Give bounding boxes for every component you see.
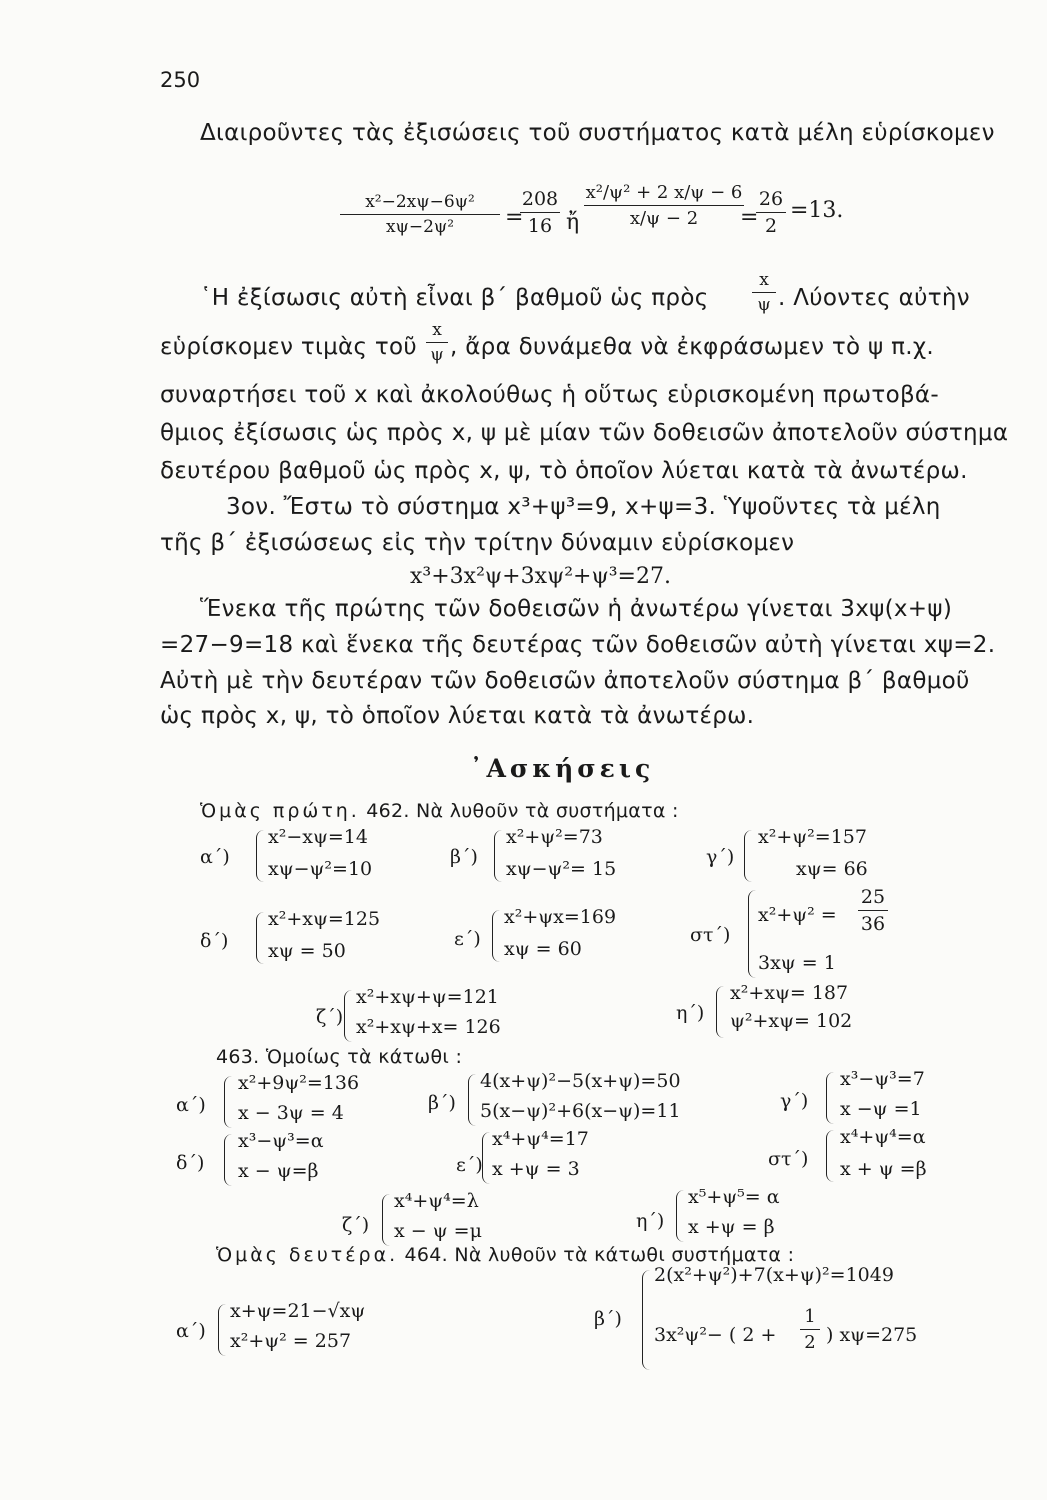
system-line-1: 2(x²+ψ²)+7(x+ψ)²=1049 — [654, 1264, 894, 1286]
brace — [716, 986, 725, 1038]
brace — [826, 1130, 835, 1182]
system-line-2: x − 3ψ = 4 — [238, 1102, 344, 1124]
para1-line2a: εὑρίσκομεν τιμὰς τοῦ — [160, 334, 418, 360]
fraction-bar — [752, 292, 776, 293]
system-line-2: 3xψ = 1 — [758, 952, 836, 974]
system-line-1: x+ψ=21−√xψ — [230, 1300, 366, 1322]
system-line-1: x²+9ψ²=136 — [238, 1072, 360, 1094]
page-number: 250 — [160, 68, 201, 92]
brace — [224, 1134, 233, 1186]
system-label: στ΄) — [690, 924, 731, 946]
system-label: α΄) — [176, 1320, 206, 1342]
system-line-1: x²+ψx=169 — [504, 906, 617, 928]
system-label: γ΄) — [706, 846, 735, 868]
intro-line: Διαιροῦντες τὰς ἐξισώσεις τοῦ συστήματος κατὰ μέλη εὑρίσκομεν — [200, 120, 995, 146]
eq1-mid-numerator: 208 — [521, 188, 559, 210]
eq1-result-numerator: 26 — [758, 188, 784, 210]
system-line-2: xψ−ψ²= 15 — [506, 858, 617, 880]
para1-line2b: , ἄρα δυνάμεθα νὰ ἐκφράσωμεν τὸ ψ π.χ. — [450, 334, 935, 360]
para2-equation: x³+3x²ψ+3xψ²+ψ³=27. — [410, 564, 671, 589]
eq1-equals-2: = — [740, 205, 759, 230]
frac-numerator: x — [759, 270, 769, 290]
para1-line4: θμιος ἐξίσωσις ὡς πρὸς x, ψ μὲ μίαν τῶν δοθεισῶν ἀποτελοῦν σύστημα — [160, 420, 1009, 446]
system-label: η΄) — [636, 1210, 665, 1232]
frac-denominator: 2 — [804, 1332, 816, 1353]
para1-line3: συναρτήσει τοῦ x καὶ ἀκολούθως ἡ οὕτως εὑρισκομένη πρωτοβά- — [160, 382, 939, 408]
group1-title-b: 462. Νὰ λυθοῦν τὰ συστήματα : — [366, 800, 679, 822]
system-line-1: 4(x+ψ)²−5(x+ψ)=50 — [480, 1070, 681, 1092]
frac-numerator: 25 — [860, 886, 886, 908]
system-line-1: x²+xψ=125 — [268, 908, 381, 930]
eq1-lhs-numerator: x²−2xψ−6ψ² — [365, 192, 475, 212]
system-label: α΄) — [200, 846, 230, 868]
system-label: β΄) — [594, 1308, 622, 1330]
fraction-bar — [858, 910, 888, 911]
para3-line2: =27−9=18 καὶ ἕνεκα τῆς δευτέρας τῶν δοθεισῶν αὐτὴ γίνεται xψ=2. — [160, 632, 996, 658]
group2-title-b: 464. Νὰ λυθοῦν τὰ κάτωθι συστήματα : — [404, 1244, 795, 1266]
brace — [482, 1132, 491, 1184]
system-fraction — [800, 1306, 820, 1353]
frac-denominator: 36 — [860, 913, 886, 935]
brace — [468, 1074, 477, 1126]
group2-title — [216, 1244, 794, 1266]
system-line-1: x²+ψ² = — [758, 904, 837, 926]
system-line-1: x³−ψ³=α — [238, 1130, 324, 1152]
frac-denominator: ψ — [430, 345, 444, 365]
brace — [642, 1270, 651, 1370]
eq1-rhs-denominator: x/ψ − 2 — [629, 208, 699, 229]
brace — [218, 1304, 227, 1356]
group2-title-a: Ὁμὰς δευτέρα. — [216, 1244, 399, 1266]
system-label: ε΄) — [456, 1154, 483, 1176]
eq1-equals: = — [505, 205, 524, 230]
eq1-result: =13. — [790, 198, 844, 223]
system-label: α΄) — [176, 1094, 206, 1116]
eq1-lhs-fraction — [340, 192, 500, 237]
system-line-1: x⁵+ψ⁵= α — [688, 1186, 780, 1208]
system-line-3: ) xψ=275 — [826, 1324, 918, 1346]
para3-line3: Αὐτὴ μὲ τὴν δευτέραν τῶν δοθεισῶν ἀποτελοῦν σύστημα β΄ βαθμοῦ — [160, 668, 970, 694]
eq1-lhs-denominator: xψ−2ψ² — [385, 217, 455, 237]
eq1-rhs-numerator: x²/ψ² + 2 x/ψ − 6 — [585, 182, 743, 203]
frac-numerator: x — [432, 320, 442, 340]
system-line-1: x⁴+ψ⁴=17 — [492, 1128, 589, 1150]
system-line-2: x − ψ =μ — [394, 1220, 482, 1242]
section-heading: ᾿Ασκήσεις — [470, 754, 655, 783]
system-line-1: x²−xψ=14 — [268, 826, 368, 848]
system-line-2: x −ψ =1 — [840, 1098, 922, 1120]
system-line-1: x⁴+ψ⁴=λ — [394, 1190, 479, 1212]
group1-title — [200, 800, 679, 822]
para1-line1b: . Λύοντες αὐτὴν — [778, 285, 970, 311]
frac-denominator: ψ — [757, 295, 771, 315]
system-label: γ΄) — [780, 1090, 809, 1112]
brace — [744, 830, 753, 882]
system-label: ζ΄) — [342, 1214, 370, 1236]
system-line-2: xψ= 66 — [796, 858, 868, 880]
system-label: ε΄) — [454, 928, 481, 950]
system-line-2: x +ψ = 3 — [492, 1158, 580, 1180]
brace — [494, 830, 503, 882]
brace — [492, 910, 501, 962]
system-line-1: x³−ψ³=7 — [840, 1068, 925, 1090]
para1-frac-2 — [426, 320, 448, 365]
fraction-bar — [340, 214, 500, 215]
ex463-title: 463. Ὁμοίως τὰ κάτωθι : — [216, 1046, 463, 1068]
para2-line1: 3ον. Ἔστω τὸ σύστημα x³+ψ³=9, x+ψ=3. Ὑψοῦντες τὰ μέλη — [226, 494, 941, 520]
brace — [676, 1190, 685, 1242]
fraction-bar — [426, 342, 448, 343]
para3-line1: Ἕνεκα τῆς πρώτης τῶν δοθεισῶν ἡ ἀνωτέρω γίνεται 3xψ(x+ψ) — [200, 596, 953, 622]
brace — [748, 890, 757, 978]
system-line-2: xψ−ψ²=10 — [268, 858, 373, 880]
system-line-1: x⁴+ψ⁴=α — [840, 1126, 926, 1148]
system-line-2: xψ = 60 — [504, 938, 582, 960]
para3-line4: ὡς πρὸς x, ψ, τὸ ὁποῖον λύεται κατὰ τὰ ἀνωτέρω. — [160, 703, 755, 729]
system-line-1: x²+ψ²=157 — [758, 826, 867, 848]
para1-frac-1 — [752, 270, 776, 315]
brace — [382, 1194, 391, 1246]
brace — [344, 990, 353, 1042]
system-line-2: ψ²+xψ= 102 — [730, 1010, 853, 1032]
fraction-bar — [756, 212, 786, 213]
fraction-bar — [800, 1329, 820, 1330]
system-label: δ΄) — [200, 930, 229, 952]
system-line-2: x + ψ =β — [840, 1158, 927, 1180]
system-label: δ΄) — [176, 1152, 205, 1174]
para1-line1a: ῾Η ἐξίσωσις αὐτὴ εἶναι β΄ βαθμοῦ ὡς πρὸς — [200, 285, 709, 311]
fraction-bar — [520, 212, 560, 213]
para2-line2: τῆς β΄ ἐξισώσεως εἰς τὴν τρίτην δύναμιν εὑρίσκομεν — [160, 530, 795, 556]
system-line-2: 3x²ψ²− ( 2 + — [654, 1324, 777, 1346]
system-label: στ΄) — [768, 1148, 809, 1170]
eq1-result-denominator: 2 — [764, 215, 778, 237]
eq1-mid-denominator: 16 — [527, 215, 553, 237]
system-label: β΄) — [450, 846, 478, 868]
system-line-2: x − ψ=β — [238, 1160, 319, 1182]
frac-numerator: 1 — [804, 1306, 816, 1327]
system-line-2: 5(x−ψ)²+6(x−ψ)=11 — [480, 1100, 681, 1122]
system-line-1: x²+xψ+ψ=121 — [356, 986, 499, 1008]
system-label: η΄) — [676, 1002, 705, 1024]
system-line-2: x²+ψ² = 257 — [230, 1330, 352, 1352]
fraction-bar — [584, 205, 744, 206]
eq1-eta: ἤ — [566, 210, 580, 235]
system-line-1: x²+ψ²=73 — [506, 826, 603, 848]
brace — [224, 1076, 233, 1128]
eq1-result-fraction — [756, 188, 786, 237]
system-line-1: x²+xψ= 187 — [730, 982, 849, 1004]
system-line-2: x²+xψ+x= 126 — [356, 1016, 501, 1038]
para1-line5: δευτέρου βαθμοῦ ὡς πρὸς x, ψ, τὸ ὁποῖον λύεται κατὰ τὰ ἀνωτέρω. — [160, 458, 968, 484]
system-line-2: xψ = 50 — [268, 940, 346, 962]
system-line-2: x +ψ = β — [688, 1216, 775, 1238]
brace — [256, 912, 265, 964]
system-fraction — [858, 886, 888, 935]
eq1-mid-fraction — [520, 188, 560, 237]
group1-title-a: Ὁμὰς πρώτη. — [200, 800, 360, 822]
brace — [256, 830, 265, 882]
system-label: β΄) — [428, 1092, 456, 1114]
eq1-rhs-fraction — [584, 168, 744, 229]
brace — [826, 1072, 835, 1124]
system-label: ζ΄) — [316, 1006, 344, 1028]
